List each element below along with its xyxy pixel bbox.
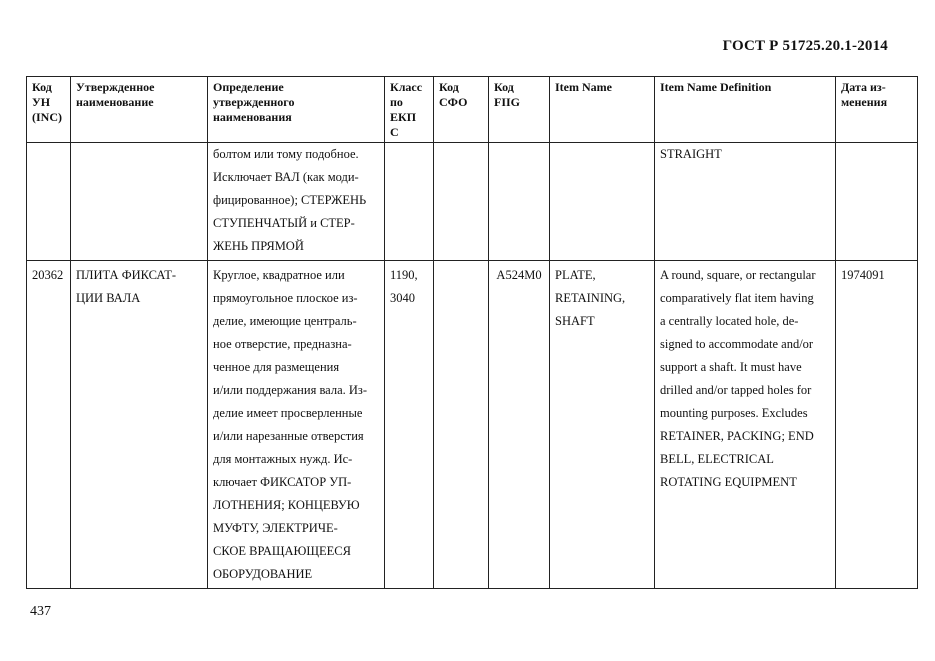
header-definition: Определение утвержденного наименования bbox=[208, 77, 385, 143]
table-row bbox=[27, 261, 918, 589]
table-header-row bbox=[27, 77, 918, 143]
cell-date bbox=[836, 143, 918, 261]
document-id: ГОСТ Р 51725.20.1-2014 bbox=[722, 38, 888, 54]
header-item-name: Item Name bbox=[550, 77, 655, 143]
header-approved-name: Утвержденное наименование bbox=[71, 77, 208, 143]
cell-approved-name bbox=[71, 143, 208, 261]
cell-sfo bbox=[434, 143, 489, 261]
catalog-table bbox=[26, 76, 918, 589]
cell-fiig: A524M0 bbox=[489, 261, 550, 589]
cell-definition: болтом или тому подобное. Исключает ВАЛ (как моди- фицированное); СТЕРЖЕНЬ СТУПЕНЧАТЫЙ и СТЕР- ЖЕНЬ ПРЯМОЙ bbox=[208, 143, 385, 261]
cell-item-name bbox=[550, 143, 655, 261]
header-date: Дата из- менения bbox=[836, 77, 918, 143]
cell-class: 1190, 3040 bbox=[385, 261, 434, 589]
cell-item-name: PLATE, RETAINING, SHAFT bbox=[550, 261, 655, 589]
cell-item-name-definition: A round, square, or rectangular comparatively flat item having a centrally located hole, de- signed to accommodate and/or support a shaft. It must have drilled and/or tapped holes for mounting purposes. Excludes RETAINER, PACKING; END BELL, ELECTRICAL ROTATING EQUIPMENT bbox=[655, 261, 836, 589]
page-number: 437 bbox=[30, 604, 51, 619]
table-row bbox=[27, 143, 918, 261]
cell-class bbox=[385, 143, 434, 261]
cell-item-name-definition: STRAIGHT bbox=[655, 143, 836, 261]
cell-inc: 20362 bbox=[27, 261, 71, 589]
header-class: Класс по ЕКП С bbox=[385, 77, 434, 143]
header-sfo: Код СФО bbox=[434, 77, 489, 143]
header-item-name-definition: Item Name Definition bbox=[655, 77, 836, 143]
cell-definition: Круглое, квадратное или прямоугольное плоское из- делие, имеющие централь- ное отверстие, предназна- ченное для размещения и/или поддержания вала. Из- делие имеет просверленные и/или нарезанные отверстия для монтажных нужд. Ис- ключает ФИКСАТОР УП- ЛОТНЕНИЯ; КОНЦЕВУЮ МУФТУ, ЭЛЕКТРИЧЕ- СКОЕ ВРАЩАЮЩЕЕСЯ ОБОРУДОВАНИЕ bbox=[208, 261, 385, 589]
cell-date: 1974091 bbox=[836, 261, 918, 589]
header-fiig: Код FIIG bbox=[489, 77, 550, 143]
cell-fiig bbox=[489, 143, 550, 261]
cell-approved-name: ПЛИТА ФИКСАТ- ЦИИ ВАЛА bbox=[71, 261, 208, 589]
cell-sfo bbox=[434, 261, 489, 589]
cell-inc bbox=[27, 143, 71, 261]
header-inc: Код УН (INC) bbox=[27, 77, 71, 143]
